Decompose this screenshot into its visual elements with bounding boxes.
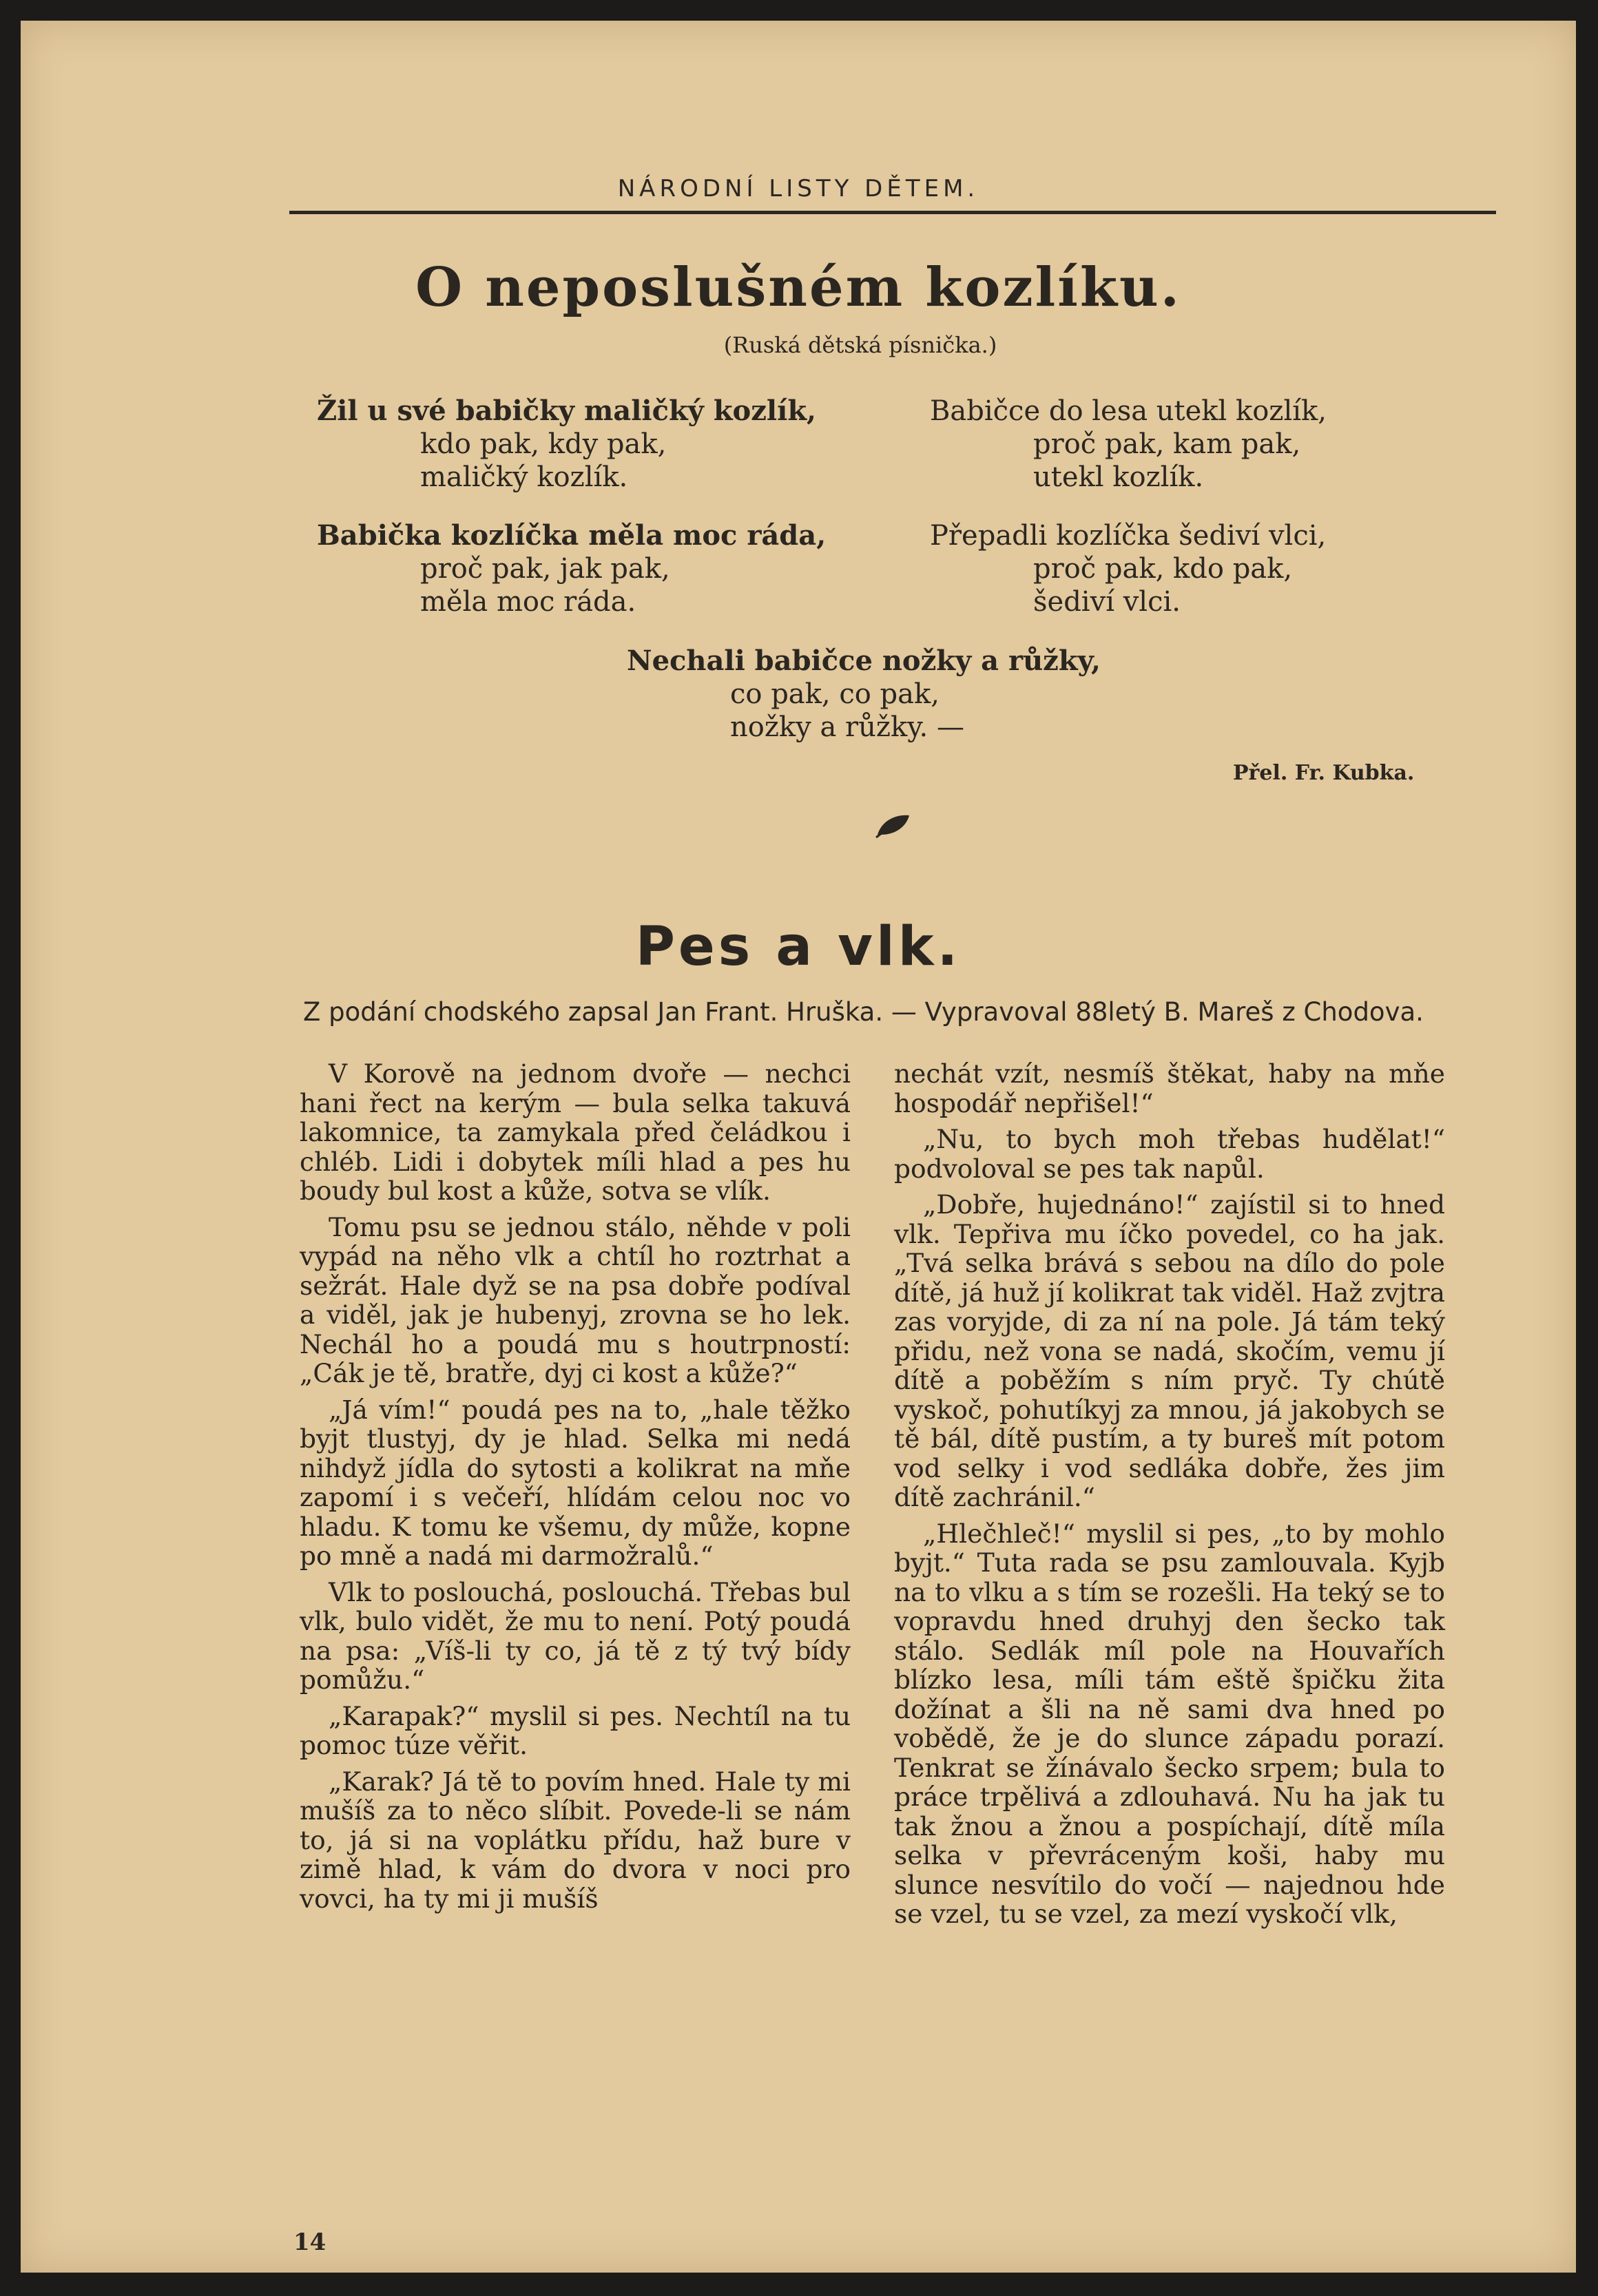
- story-paragraph: „Hlečhleč!“ myslil si pes, „to by mohlo byjt.“ Tuta rada se psu zamlouvala. Kyjb na to vlku a s tím se rozešli. Ha teký se to vopravdu hned druhyj den šecko tak stálo. Sedlák míl pole na Houvařích blízko lesa, míli tám eště špičku žita dožínat a šli na ně sami dva hned po vobědě, že je do slunce západu porazí. Tenkrat se žínávalo šecko srpem; bula to práce trpělivá a zdlouhavá. Nu ha jak tu tak žnou a žnou a pospíchají, dítě míla selka v převráceným koši, haby mu slunce nesvítilo do vočí — najednou hde se vzel, tu se vzel, za mezí vyskočí vlk,: [894, 1518, 1445, 1929]
- poem-title: O neposlušném kozlíku.: [415, 256, 1181, 319]
- stanza-line: utekl kozlík.: [1033, 461, 1204, 493]
- stanza-line: Žil u své babičky maličký kozlík,: [317, 395, 816, 427]
- story-paragraph: „Nu, to bych moh třebas hudělat!“ podvoloval se pes tak napůl.: [894, 1124, 1445, 1184]
- poem-subtitle: (Ruská dětská písnička.): [723, 332, 997, 358]
- stanza-line: maličký kozlík.: [420, 461, 628, 493]
- stanza-line: Babička kozlíčka měla moc ráda,: [317, 519, 827, 552]
- story-paragraph: nechát vzít, nesmíš štěkat, haby na mňe hospodář nepřišel!“: [894, 1058, 1445, 1118]
- poem-stanza: [627, 645, 1101, 744]
- stanza-line: Přepadli kozlíčka šediví vlci,: [930, 520, 1327, 552]
- stanza-line: kdo pak, kdy pak,: [420, 428, 667, 460]
- story-paragraph: „Karak? Já tě to povím hned. Hale ty mi mušíš za to něco slíbit. Povede-li se nám to, já si na voplátku přídu, haž bure v zimě hlad, k vám do dvora v noci pro vovci, ha ty mi ji mušíš: [300, 1766, 851, 1914]
- story-paragraph: Tomu psu se jednou stálo, něhde v poli vypád na něho vlk a chtíl ho roztrhat a sežrát. Hale dyž se na psa dobře podíval a viděl, jak je hubenyj, zrovna se ho lek. Nechál ho a poudá mu s houtrpností: „Cák je tě, bratře, dyj ci kost a kůže?“: [300, 1211, 851, 1388]
- story-paragraph: Vlk to poslouchá, poslouchá. Třebas bul vlk, bulo vidět, že mu to není. Potý poudá na psa: „Víš-li ty co, já tě z tý tvý bídy pomůžu.“: [300, 1576, 851, 1695]
- newspaper-page: [21, 21, 1576, 2273]
- running-head: NÁRODNÍ LISTY DĚTEM.: [617, 175, 979, 202]
- stanza-line: Babičce do lesa utekl kozlík,: [930, 395, 1327, 427]
- story-column-left: [300, 1059, 851, 1920]
- stanza-line: co pak, co pak,: [730, 678, 940, 710]
- stanza-line: měla moc ráda.: [420, 586, 636, 618]
- stanza-line: proč pak, jak pak,: [420, 553, 670, 585]
- stanza-line: proč pak, kam pak,: [1033, 428, 1301, 460]
- translator-credit: Přel. Fr. Kubka.: [1233, 761, 1415, 785]
- story-title: Pes a vlk.: [635, 916, 962, 978]
- header-rule: [289, 211, 1496, 214]
- stanza-line: šediví vlci.: [1033, 586, 1181, 618]
- story-byline: Z podání chodského zapsal Jan Frant. Hruška. — Vypravoval 88letý B. Mareš z Chodova.: [303, 997, 1424, 1027]
- story-paragraph: „Já vím!“ poudá pes na to, „hale těžko byjt tlustyj, dy je hlad. Selka mi nedá nihdyž jídla do sytosti a kolikrat na mňe zapomí i s večeří, hlídám celou noc vo hladu. K tomu ke všemu, dy může, kopne po mně a nadá mi darmožralů.“: [300, 1394, 851, 1571]
- story-column-right: [894, 1059, 1445, 1936]
- stanza-line: Nechali babičce nožky a růžky,: [627, 645, 1101, 677]
- leaf-ornament-icon: [875, 811, 912, 839]
- poem-stanza: [317, 519, 826, 618]
- story-paragraph: „Karapak?“ myslil si pes. Nechtíl na tu pomoc túze věřit.: [300, 1700, 851, 1760]
- stanza-line: nožky a růžky. —: [730, 711, 964, 743]
- story-paragraph: V Korově na jednom dvoře — nechci hani řect na kerým — bula selka takuvá lakomnice, ta zamykala před čeládkou i chléb. Lidi i dobytek míli hlad a pes hu boudy bul kost a kůže, sotva se vlík.: [300, 1058, 851, 1206]
- poem-stanza: [930, 519, 1326, 618]
- poem-stanza: [930, 395, 1327, 494]
- page-number: 14: [293, 2229, 326, 2256]
- poem-stanza: [317, 395, 816, 494]
- stanza-line: proč pak, kdo pak,: [1033, 553, 1293, 585]
- story-paragraph: „Dobře, hujednáno!“ zajístil si to hned vlk. Tepřiva mu íčko povedel, co ha jak. „Tvá selka brává s sebou na dílo do pole dítě, já huž jí kolikrat tak viděl. Haž zvjtra zas voryjde, di za ní na pole. Já tám teký přidu, než vona se nadá, skočím, vemu jí dítě a poběžím s ním pryč. Ty chútě vyskoč, pohutíkyj za mnou, já jakobych se tě bál, dítě pustím, a ty bureš mít potom vod selky i vod sedláka dobře, žes jim dítě zachránil.“: [894, 1189, 1445, 1512]
